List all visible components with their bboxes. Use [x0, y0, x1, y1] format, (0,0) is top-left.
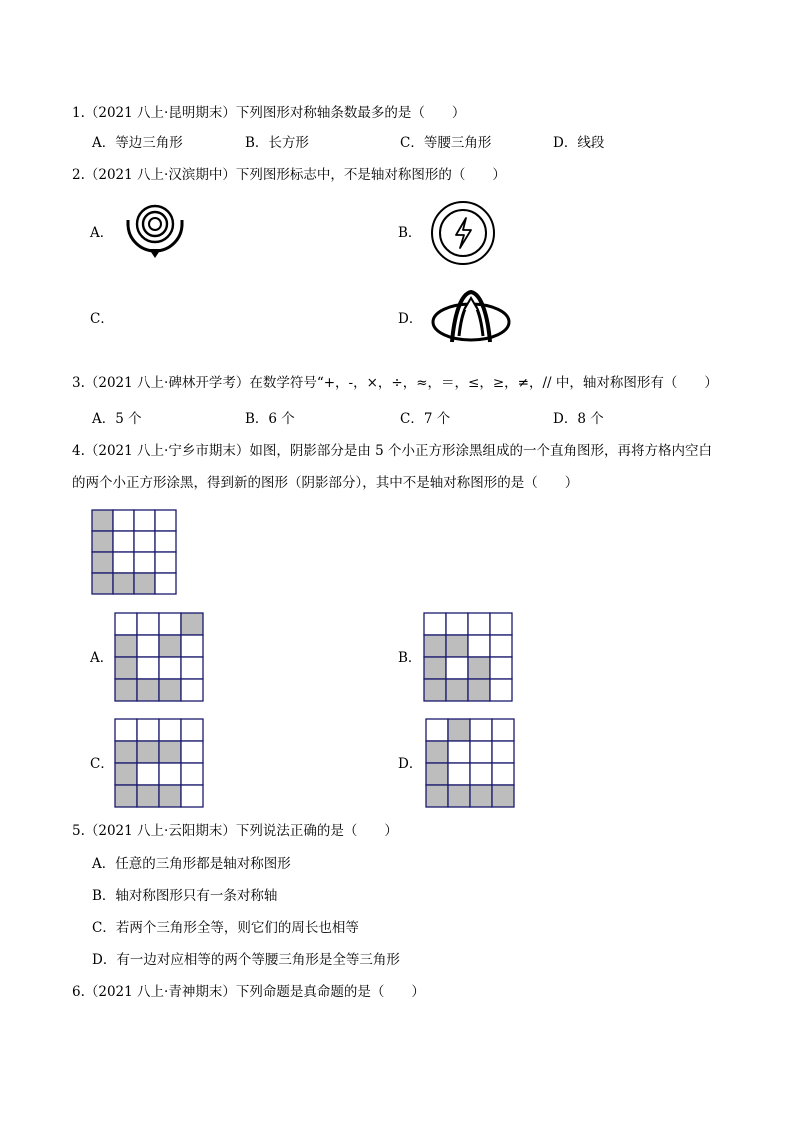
question-5-stem: 5.（2021 八上·云阳期末）下列说法正确的是（ ）	[72, 823, 398, 839]
grid-cell-empty	[115, 613, 137, 635]
grid-cell-empty	[155, 552, 176, 573]
grid-cell-empty	[137, 635, 159, 657]
grid-cell-empty	[446, 613, 468, 635]
grid-cell-empty	[113, 552, 134, 573]
lightning-circle-logo-icon	[430, 200, 496, 266]
grid-cell-empty	[159, 763, 181, 785]
grid-cell-empty	[490, 635, 512, 657]
grid-cell-empty	[115, 719, 137, 741]
q2-label-d: D．	[398, 311, 423, 327]
grid-cell-empty	[155, 531, 176, 552]
grid-cell-shaded	[181, 613, 203, 635]
grid-cell-empty	[181, 719, 203, 741]
grid-cell-shaded	[426, 741, 448, 763]
grid-cell-shaded	[134, 573, 155, 594]
q4-reference-grid	[91, 509, 177, 595]
grid-cell-empty	[470, 719, 492, 741]
grid-cell-shaded	[424, 635, 446, 657]
grid-cell-empty	[470, 741, 492, 763]
grid-cell-empty	[137, 719, 159, 741]
grid-cell-empty	[113, 531, 134, 552]
q4-option-d-grid	[425, 718, 515, 808]
grid-cell-shaded	[137, 785, 159, 807]
grid-cell-empty	[448, 763, 470, 785]
grid-cell-shaded	[448, 719, 470, 741]
grid-cell-shaded	[92, 510, 113, 531]
grid-cell-shaded	[92, 531, 113, 552]
q4-option-a-grid	[114, 612, 204, 702]
grid-cell-shaded	[115, 741, 137, 763]
grid-cell-shaded	[426, 763, 448, 785]
q2-label-b: B．	[398, 225, 422, 241]
grid-cell-shaded	[424, 679, 446, 701]
grid-cell-empty	[113, 510, 134, 531]
grid-cell-empty	[137, 613, 159, 635]
grid-cell-empty	[181, 635, 203, 657]
grid-cell-empty	[424, 613, 446, 635]
grid-cell-empty	[181, 679, 203, 701]
arch-ellipse-logo-icon	[430, 288, 512, 348]
q2-label-a: A．	[90, 225, 114, 241]
grid-cell-shaded	[92, 552, 113, 573]
q4-label-d: D．	[398, 756, 423, 772]
grid-cell-shaded	[470, 785, 492, 807]
question-4-stem-line-2: 的两个小正方形涂黑，得到新的图形（阴影部分），其中不是轴对称图形的是（ ）	[72, 475, 579, 491]
question-3-stem: 3.（2021 八上·碑林开学考）在数学符号“+，-，×，÷，≈，＝，≤，≥，≠，// 中，轴对称图形有（ ）	[72, 375, 718, 391]
grid-cell-empty	[134, 552, 155, 573]
q4-label-c: C．	[90, 756, 114, 772]
q4-option-b-grid	[423, 612, 513, 702]
grid-cell-shaded	[115, 657, 137, 679]
grid-cell-shaded	[115, 679, 137, 701]
q2-label-c: C．	[90, 311, 114, 327]
grid-cell-shaded	[92, 573, 113, 594]
q1-option-b: B．长方形	[245, 135, 309, 151]
grid-cell-shaded	[446, 635, 468, 657]
grid-cell-empty	[490, 679, 512, 701]
grid-cell-shaded	[159, 635, 181, 657]
grid-cell-empty	[134, 531, 155, 552]
grid-cell-empty	[137, 763, 159, 785]
grid-cell-empty	[492, 741, 514, 763]
grid-cell-shaded	[468, 657, 490, 679]
grid-cell-empty	[490, 613, 512, 635]
grid-cell-empty	[492, 763, 514, 785]
grid-cell-empty	[137, 657, 159, 679]
q4-option-c-grid	[114, 718, 204, 808]
grid-cell-shaded	[159, 785, 181, 807]
q3-option-a: A．5 个	[92, 411, 142, 427]
question-2-stem: 2.（2021 八上·汉滨期中）下列图形标志中，不是轴对称图形的（ ）	[72, 167, 506, 183]
question-4-stem-line-1: 4.（2021 八上·宁乡市期末）如图，阴影部分是由 5 个小正方形涂黑组成的一个直角图形，再将方格内空白	[72, 443, 712, 459]
q3-option-d: D．8 个	[553, 411, 604, 427]
grid-cell-shaded	[115, 785, 137, 807]
grid-cell-shaded	[137, 741, 159, 763]
grid-cell-shaded	[113, 573, 134, 594]
grid-cell-empty	[490, 657, 512, 679]
grid-cell-shaded	[159, 679, 181, 701]
grid-cell-empty	[181, 741, 203, 763]
grid-cell-shaded	[448, 785, 470, 807]
grid-cell-empty	[426, 719, 448, 741]
grid-cell-shaded	[159, 741, 181, 763]
grid-cell-empty	[181, 763, 203, 785]
grid-cell-empty	[159, 657, 181, 679]
grid-cell-shaded	[115, 763, 137, 785]
question-1-stem: 1.（2021 八上·昆明期末）下列图形对称轴条数最多的是（ ）	[72, 105, 466, 121]
circle-arc-logo-icon	[122, 200, 188, 266]
grid-cell-empty	[159, 719, 181, 741]
q5-option-c: C．若两个三角形全等，则它们的周长也相等	[92, 920, 359, 936]
grid-cell-shaded	[424, 657, 446, 679]
grid-cell-empty	[181, 657, 203, 679]
q1-option-d: D．线段	[553, 135, 605, 151]
question-6-stem: 6.（2021 八上·青神期末）下列命题是真命题的是（ ）	[72, 984, 425, 1000]
grid-cell-empty	[468, 635, 490, 657]
q1-option-c: C．等腰三角形	[400, 135, 492, 151]
grid-cell-shaded	[468, 679, 490, 701]
grid-cell-empty	[468, 613, 490, 635]
q5-option-b: B．轴对称图形只有一条对称轴	[92, 888, 278, 904]
grid-cell-empty	[181, 785, 203, 807]
grid-cell-empty	[470, 763, 492, 785]
grid-cell-empty	[134, 510, 155, 531]
q3-option-c: C．7 个	[400, 411, 451, 427]
q4-label-b: B．	[398, 650, 422, 666]
grid-cell-empty	[155, 510, 176, 531]
grid-cell-shaded	[492, 785, 514, 807]
grid-cell-empty	[159, 613, 181, 635]
grid-cell-empty	[492, 719, 514, 741]
q3-option-b: B．6 个	[245, 411, 295, 427]
q4-label-a: A．	[90, 650, 114, 666]
grid-cell-empty	[448, 741, 470, 763]
grid-cell-shaded	[446, 679, 468, 701]
grid-cell-shaded	[115, 635, 137, 657]
grid-cell-empty	[446, 657, 468, 679]
grid-cell-shaded	[426, 785, 448, 807]
grid-cell-shaded	[137, 679, 159, 701]
q1-option-a: A．等边三角形	[92, 135, 183, 151]
q5-option-a: A．任意的三角形都是轴对称图形	[92, 856, 291, 872]
grid-cell-empty	[155, 573, 176, 594]
q5-option-d: D．有一边对应相等的两个等腰三角形是全等三角形	[92, 952, 400, 968]
